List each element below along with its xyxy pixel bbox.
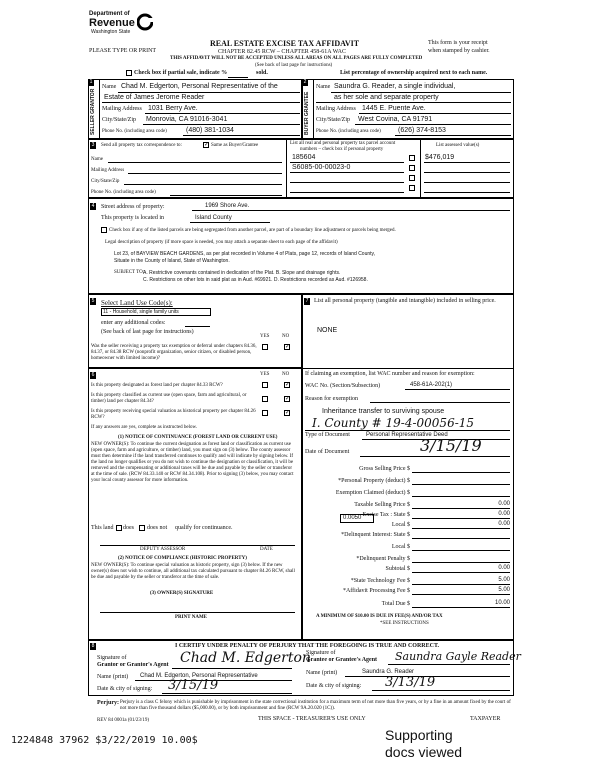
section-2-marker: 2	[303, 79, 307, 85]
assessed-header: List assessed value(s)	[436, 143, 480, 148]
grantee-date[interactable]: 3/13/19	[385, 675, 436, 690]
section-1-marker: 1	[89, 79, 93, 85]
section-5-marker: 5	[91, 298, 95, 304]
seller-city[interactable]: Monrovia, CA 91016-3041	[146, 116, 228, 123]
grantee-name[interactable]: Saundra G. Reader	[362, 669, 415, 675]
affidavit-fee-label: *Affidavit Processing Fee $	[342, 588, 410, 594]
does-not-checkbox[interactable]	[139, 525, 145, 531]
land-use-yes: YES	[260, 334, 270, 339]
delinquent-interest-label: *Delinquent Interest: State $	[341, 532, 410, 538]
deputy-date: DATE	[260, 547, 273, 552]
buyer-mailing-label: Mailing Address	[316, 106, 356, 112]
partial-sale-checkbox[interactable]	[126, 70, 132, 76]
wac-value[interactable]: 458-61A-202(1)	[410, 382, 453, 388]
buyer-name[interactable]: Saundra G. Reader, a single individual,	[334, 83, 456, 90]
exemption-yes-checkbox[interactable]	[262, 344, 268, 350]
grantee-sig-label2: Grantee or Grantee's Agent	[306, 657, 378, 663]
grantee-name-label: Name (print)	[306, 670, 338, 676]
seller-city-label: City/State/Zip	[102, 117, 136, 123]
same-as-buyer-label: Same as Buyer/Grantee	[211, 143, 259, 148]
partial-sale-label: Check box if partial sale, indicate %	[134, 70, 228, 76]
forest-no: NO	[282, 372, 290, 377]
parcel-1-checkbox[interactable]	[409, 155, 415, 161]
minimum-note: A MINIMUM OF $10.00 IS DUE IN FEE(S) AND/OR TAX	[316, 614, 443, 619]
delinquent-local-label: Local $	[391, 544, 410, 550]
qualify-label: qualify for continuance.	[175, 525, 233, 531]
reason-value[interactable]: Inheritance transfer to surviving spouse	[322, 408, 445, 415]
forest-q1: Is this property designated as forest land per chapter 84.33 RCW?	[91, 383, 223, 388]
located-label: This property is located in	[101, 215, 164, 221]
land-use-label: Select Land Use Code(s):	[101, 299, 173, 307]
supporting-docs-2: docs viewed	[385, 744, 463, 760]
grantee-sig-label1: Signature of	[306, 650, 336, 656]
parcel-2-checkbox[interactable]	[409, 165, 415, 171]
pct-list: List percentage of ownership acquired next to each name.	[340, 70, 488, 76]
forest-q2: Is this property classified as current use (open space, farm and agricultural, or timber) land per chapter 84.34?	[91, 393, 247, 404]
receipt-note2: when stamped by cashier.	[428, 48, 490, 54]
buyer-mailing[interactable]: 1445 E. Puente Ave.	[362, 105, 426, 112]
treasurer-use: THIS SPACE - TREASURER'S USE ONLY	[258, 716, 366, 722]
dept-line1: Department of	[89, 11, 130, 17]
exemption-label: If claiming an exemption, list WAC number and reason for exemption:	[305, 371, 475, 377]
parcel-4-checkbox[interactable]	[409, 185, 415, 191]
section-4-marker: 4	[91, 203, 95, 209]
print-note: PLEASE TYPE OR PRINT	[89, 48, 157, 54]
state-tax-value[interactable]: 0.00	[498, 511, 510, 517]
delinquent-penalty-label: *Delinquent Penalty $	[356, 556, 410, 562]
revenue-logo	[89, 11, 159, 45]
form-chapter: CHAPTER 82.45 RCW – CHAPTER 458-61A WAC	[218, 49, 346, 55]
exemption-claimed-label: Exemption Claimed (deduct) $	[335, 490, 410, 496]
doc-date-label: Date of Document	[305, 449, 350, 455]
corr-mailing-label: Mailing Address	[91, 168, 125, 173]
grantor-sig-label1: Signature of	[97, 655, 127, 661]
grantor-sig-label2: Grantor or Grantor's Agent	[97, 662, 169, 668]
buyer-name-2[interactable]: as her sole and separate property	[334, 94, 439, 101]
grantor-date-label: Date & city of signing:	[97, 686, 153, 692]
perjury-label: Perjury:	[97, 700, 119, 706]
land-does-label: This land	[91, 525, 114, 531]
subtotal-value[interactable]: 0.00	[498, 565, 510, 571]
print-name: PRINT NAME	[175, 615, 207, 620]
grantor-signature[interactable]: Chad M. Edgerton	[180, 650, 311, 666]
located-value[interactable]: Island County	[195, 215, 232, 221]
grantor-date[interactable]: 3/15/19	[168, 678, 219, 693]
segregated-checkbox[interactable]	[101, 227, 107, 233]
does-checkbox[interactable]	[116, 525, 122, 531]
section-6-marker: 6	[91, 372, 95, 378]
local-rate[interactable]: 0.0050	[343, 515, 362, 521]
dept-line3: Washington State	[91, 29, 131, 35]
subject-1[interactable]: A. Restrictive covenants contained in dedication of the Plat. B. Slope and drainage rights.	[143, 270, 341, 276]
dept-line2: Revenue	[89, 17, 135, 29]
parcels-header2: numbers – check box if personal property	[300, 147, 384, 152]
grantee-date-label: Date & city of signing:	[306, 683, 362, 689]
subject-label: SUBJECT TO:	[114, 270, 145, 275]
gross-label: Gross Selling Price $	[359, 466, 410, 472]
legal-2[interactable]: Situate in the County of Island, State of Washington.	[114, 258, 230, 264]
perjury-text: Perjury is a class C felony which is punishable by imprisonment in the state correctional institution for a maximum term of not more than five years, or by a fine in an amount fixed by the court of not more than five thousand dollars ($5,000.00), or by both imprisonment and fine (RCW 9A.20.020 (1C)).	[120, 700, 511, 711]
county-case-handwritten: I. County # 19-4-00056-15	[312, 416, 475, 430]
total-due-value[interactable]: 10.00	[494, 600, 510, 606]
grantor-name[interactable]: Chad M. Edgerton, Personal Representative	[140, 673, 258, 679]
seller-name-label: Name	[102, 84, 117, 90]
seller-mailing-label: Mailing Address	[102, 106, 142, 112]
continuance-title: (1) NOTICE OF CONTINUANCE (FOREST LAND OR CURRENT USE)	[118, 435, 278, 440]
land-use-code[interactable]: 11 - Household, single family units	[103, 309, 179, 315]
affidavit-fee-value[interactable]: 5.00	[498, 587, 510, 593]
form-title: REAL ESTATE EXCISE TAX AFFIDAVIT	[210, 39, 360, 48]
seller-name[interactable]: Chad M. Edgerton, Personal Representative of the	[121, 83, 278, 90]
forest-q1-yes[interactable]	[262, 382, 268, 388]
buyer-name-label: Name	[316, 84, 331, 90]
parcel-2[interactable]: S6085-00-00023-0	[292, 164, 351, 171]
land-use-no: NO	[282, 334, 290, 339]
does-not-label: does not	[147, 525, 168, 531]
subtotal-label: Subtotal $	[385, 566, 410, 572]
corr-phone-label: Phone No. (including area code)	[91, 190, 156, 195]
wac-label: WAC No. (Section/Subsection)	[305, 383, 381, 389]
corr-name-label: Name	[91, 157, 103, 162]
additional-codes-label: enter any additional codes:	[101, 320, 166, 326]
forest-yes: YES	[260, 372, 270, 377]
parcels-header1: List all real and personal property tax parcel account	[290, 141, 396, 146]
parcel-1[interactable]: 185604	[292, 154, 316, 161]
receipt-note1: This form is your receipt	[428, 40, 488, 46]
buyer-city-label: City/State/Zip	[316, 117, 350, 123]
buyer-phone[interactable]: (626) 374-8153	[398, 127, 446, 134]
local-tax-value[interactable]: 0.00	[498, 521, 510, 527]
certify-text: I CERTIFY UNDER PENALTY OF PERJURY THAT THE FOREGOING IS TRUE AND CORRECT.	[175, 643, 440, 649]
send-label: Send all property tax correspondence to:	[101, 143, 182, 148]
corr-city-label: City/State/Zip	[91, 179, 120, 184]
seller-mailing[interactable]: 1031 Berry Ave.	[148, 105, 198, 112]
street-label: Street address of property:	[101, 204, 165, 210]
seller-side-label: SELLER GRANTOR	[90, 88, 96, 135]
section-8-marker: 8	[91, 643, 95, 649]
does-label: does	[123, 525, 134, 531]
form-warning: THIS AFFIDAVIT WILL NOT BE ACCEPTED UNLESS ALL AREAS ON ALL PAGES ARE FULLY COMPLETED	[170, 56, 423, 61]
grantee-signature[interactable]: Saundra Gayle Reader	[395, 650, 521, 663]
taxable-value[interactable]: 0.00	[498, 501, 510, 507]
total-due-label: Total Due $	[381, 601, 410, 607]
see-instructions: *SEE INSTRUCTIONS	[380, 621, 429, 626]
forest-q3-yes[interactable]	[262, 410, 268, 416]
personal-property-value[interactable]: NONE	[317, 327, 338, 334]
forest-q2-yes[interactable]	[262, 396, 268, 402]
forest-q3: Is this property receiving special valuation as historical property per chapter 84.26 RCW?	[91, 409, 256, 420]
segregated-label: Check box if any of the listed parcels are being segregated from another parcel, are part of a boundary line adjustment or parcels being merged.	[109, 228, 396, 233]
same-as-buyer-checkbox[interactable]: ✓	[204, 142, 210, 148]
if-yes-note: If any answers are yes, complete as instructed below.	[91, 425, 198, 430]
partial-sale-sold: sold.	[256, 70, 268, 76]
supporting-docs-1: Supporting	[385, 727, 453, 743]
street-value[interactable]: 1969 Shore Ave.	[205, 203, 250, 209]
reason-label: Reason for exemption	[305, 396, 358, 402]
exemption-no-checkbox[interactable]: ✓	[285, 344, 291, 350]
historic-text: NEW OWNER(S): To continue special valuation as historic property, sign (3) below. If the new owner(s) does not wish to continue, all additional tax calculated pursuant to chapter 84.26 RCW, shall be due and payable by the seller or transferor at the time of sale.	[91, 563, 295, 580]
revenue-logo-icon	[137, 13, 153, 31]
buyer-phone-label: Phone No. (including area code)	[316, 129, 381, 134]
personal-label: *Personal Property (deduct) $	[338, 478, 410, 484]
seller-phone-label: Phone No. (including area code)	[102, 129, 167, 134]
personal-property-label: List all personal property (tangible and intangible) included in selling price.	[314, 298, 496, 304]
buyer-city[interactable]: West Covina, CA 91791	[358, 116, 433, 123]
owner-signature: (3) OWNER(S) SIGNATURE	[150, 591, 214, 596]
assessed-1[interactable]: $476,019	[425, 154, 455, 161]
section-7-marker: 7	[305, 298, 309, 304]
doc-type-value[interactable]: Personal Representative Deed	[366, 432, 448, 438]
forest-q3-no[interactable]: ✓	[285, 410, 291, 416]
taxpayer-label: TAXPAYER	[470, 716, 501, 722]
forest-q1-no[interactable]: ✓	[285, 382, 291, 388]
buyer-side-label: BUYER GRANTEE	[304, 91, 310, 135]
deputy-assessor: DEPUTY ASSESSOR	[140, 547, 186, 552]
land-use-see-back: (See back of last page for instructions)	[101, 329, 194, 335]
tech-fee-value[interactable]: 5.00	[498, 577, 510, 583]
seller-name-2[interactable]: Estate of James Jerome Reader	[104, 94, 205, 101]
historic-title: (2) NOTICE OF COMPLIANCE (HISTORIC PROPERTY)	[118, 556, 247, 561]
taxable-label: Taxable Selling Price $	[354, 502, 410, 508]
seller-phone[interactable]: (480) 381-1034	[186, 127, 234, 134]
exemption-question: Was the seller receiving a property tax exemption or deferral under chapters 84.36, 84.37, or 84.38 RCW (nonprofit organization, senior citizen, or disabled person, homeowner with limited income)?	[91, 344, 257, 361]
doc-date-value[interactable]: 3/15/19	[420, 436, 482, 455]
doc-type-label: Type of Document	[305, 432, 350, 438]
legal-label: Legal description of property (if more space is needed, you may attach a separate sheet to each page of the affidavit)	[105, 240, 338, 245]
section-3-marker: 3	[91, 142, 95, 148]
recording-stamp: 1224848 37962 $3/22/2019 10.00$	[11, 735, 198, 746]
local-tax-label: Local $	[391, 522, 410, 528]
state-tax-label: Excise Tax : State $	[362, 512, 410, 518]
tech-fee-label: *State Technology Fee $	[350, 578, 410, 584]
continuance-text: NEW OWNER(S): To continue the current designation as forest land or classification as current use (open space, farm and agriculture, or timber) land, you must sign on (3) below. The county assessor must then determine if the land transferred continues to qualify and will indicate by signing below. If the land no longer qualifies or you do not wish to continue the designation or classification, it will be removed and the compensating or additional taxes will be due and payable by the seller or transferor at the time of sale. (RCW 84.33.140 or RCW 84.34.108). Prior to signing (3) below, you may contact your local county assessor for more information.	[91, 442, 294, 483]
grantor-name-label: Name (print)	[97, 674, 129, 680]
forest-q2-no[interactable]: ✓	[285, 396, 291, 402]
see-check: (See back of last page for instructions)	[255, 63, 333, 68]
rev-number: REV 84 0001a (01/23/19)	[97, 718, 149, 723]
legal-1[interactable]: Lot 23, of BAYVIEW BEACH GARDENS, as per plat recorded in Volume 4 of Plats, page 12, records of Island County,	[114, 251, 376, 257]
subject-2[interactable]: C. Restrictions on other lots in said plat as in Aud. #69921. D. Restrictions recorded as Aud. #126958.	[143, 277, 368, 283]
parcel-3-checkbox[interactable]	[409, 175, 415, 181]
